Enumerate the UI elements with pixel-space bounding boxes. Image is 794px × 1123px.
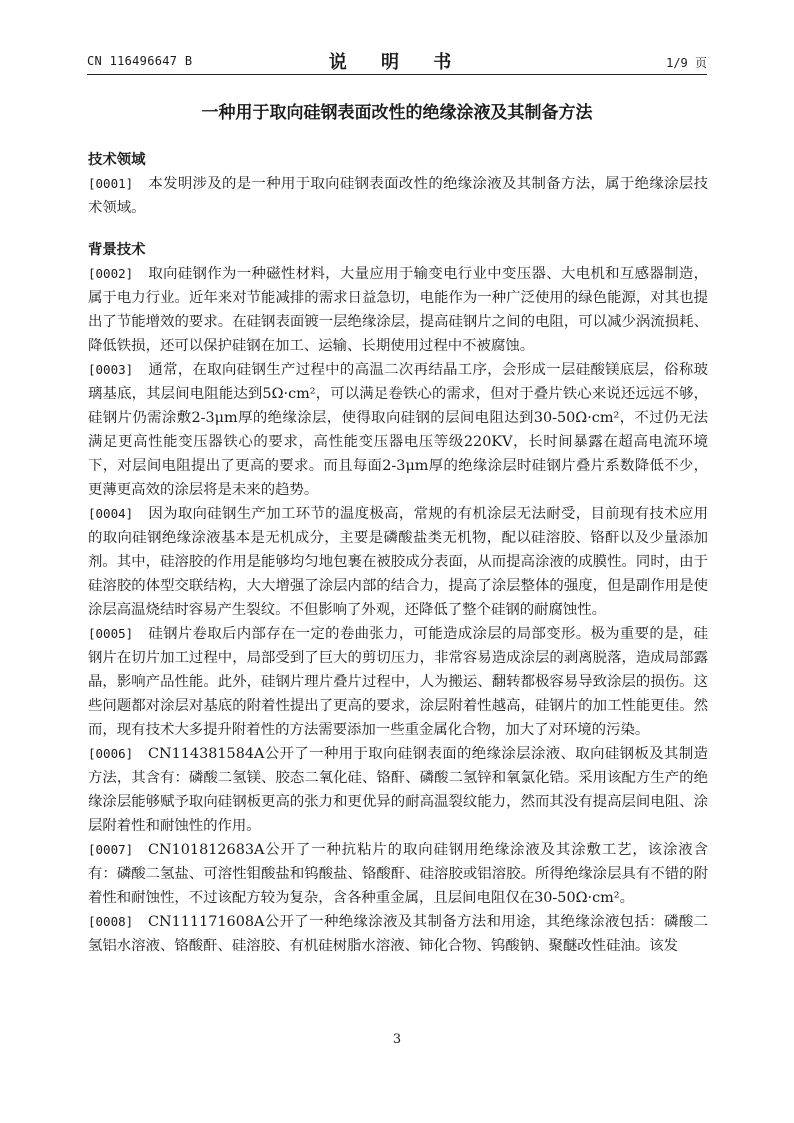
paragraph-number: [0005] — [88, 626, 134, 641]
patent-number: CN 116496647 B — [87, 54, 193, 68]
paragraph-text: 通常，在取向硅钢生产过程中的高温二次再结晶工序，会形成一层硅酸镁底层，俗称玻璃基底，其层间电阻能达到5Ω·cm²，可以满足卷铁心的需求，但对于叠片铁心来说还远远不够，硅钢片仍需涂敷2-3μm厚的绝缘涂层，使得取向硅钢的层间电阻达到30-50Ω·cm²，不过仍无法满足更高性能变压器铁心的要求，高性能变压器电压等级220KV，长时间暴露在超高电流环境下，对层间电阻提出了更高的要求。而且每面2-3μm厚的绝缘涂层时硅钢片叠片系数降低不少，更薄更高效的涂层将是未来的趋势。 — [88, 362, 708, 498]
section-heading-technical-field: 技术领域 — [88, 152, 146, 168]
paragraph-number: [0001] — [88, 176, 134, 191]
page-header — [87, 46, 707, 72]
paragraph — [88, 838, 708, 910]
paragraph-number: [0002] — [88, 266, 134, 281]
page-number: 3 — [392, 1032, 402, 1047]
paragraph-number: [0003] — [88, 362, 134, 377]
paragraph — [88, 358, 708, 502]
header-rule — [87, 74, 707, 75]
page-indicator: 1/9 页 — [666, 56, 707, 70]
paragraph-text: CN114381584A公开了一种用于取向硅钢表面的绝缘涂层涂液、取向硅钢板及其制造方法，其含有：磷酸二氢镁、胶态二氧化硅、铬酐、磷酸二氢锌和氧氯化锆。采用该配方生产的绝缘涂层能够赋予取向硅钢板更高的张力和更优异的耐高温裂纹能力，然而其没有提高层间电阻、涂层附着性和耐蚀性的作用。 — [88, 746, 708, 834]
document-body — [88, 148, 708, 958]
paragraph — [88, 172, 708, 220]
paragraph-text: CN101812683A公开了一种抗粘片的取向硅钢用绝缘涂液及其涂敷工艺，该涂液含有：磷酸二氢盐、可溶性钼酸盐和钨酸盐、铬酸酐、硅溶胶或铝溶胶。所得绝缘涂层具有不错的附着性和耐蚀性，不过该配方较为复杂，含各种重金属，且层间电阻仅在30-50Ω·cm²。 — [88, 842, 708, 906]
paragraph — [88, 502, 708, 622]
paragraph-number: [0006] — [88, 746, 134, 761]
paragraph-number: [0004] — [88, 506, 134, 521]
paragraph-text: 取向硅钢作为一种磁性材料，大量应用于输变电行业中变压器、大电机和互感器制造，属于电力行业。近年来对节能减排的需求日益急切，电能作为一种广泛使用的绿色能源，对其也提出了节能增效的要求。在硅钢表面镀一层绝缘涂层，提高硅钢片之间的电阻，可以减少涡流损耗、降低铁损，还可以保护硅钢在加工、运输、长期使用过程中不被腐蚀。 — [88, 266, 708, 354]
paragraph — [88, 910, 708, 958]
paragraph-number: [0007] — [88, 842, 134, 857]
document-type: 说 明 书 — [328, 52, 466, 73]
paragraph — [88, 622, 708, 742]
paragraph-number: [0008] — [88, 914, 134, 929]
paragraph — [88, 742, 708, 838]
paragraph — [88, 262, 708, 358]
paragraph-text: 因为取向硅钢生产加工环节的温度极高，常规的有机涂层无法耐受，目前现有技术应用的取向硅钢绝缘涂液基本是无机成分，主要是磷酸盐类无机物，配以硅溶胶、铬酐以及少量添加剂。其中，硅溶胶的作用是能够均匀地包裹在被胶成分表面，从而提高涂液的成膜性。同时，由于硅溶胶的体型交联结构，大大增强了涂层内部的结合力，提高了涂层整体的强度，但是副作用是使涂层高温烧结时容易产生裂纹。不但影响了外观，还降低了整个硅钢的耐腐蚀性。 — [88, 506, 708, 618]
document-title: 一种用于取向硅钢表面改性的绝缘涂液及其制备方法 — [201, 103, 593, 123]
section-heading-background: 背景技术 — [88, 242, 146, 258]
paragraph-text: 本发明涉及的是一种用于取向硅钢表面改性的绝缘涂液及其制备方法，属于绝缘涂层技术领域。 — [88, 176, 708, 216]
paragraph-text: 硅钢片卷取后内部存在一定的卷曲张力，可能造成涂层的局部变形。极为重要的是，硅钢片在切片加工过程中，局部受到了巨大的剪切压力，非常容易造成涂层的剥离脱落，造成局部露晶，影响产品性能。此外，硅钢片理片叠片过程中，人为搬运、翻转都极容易导致涂层的损伤。这些问题都对涂层对基底的附着性提出了更高的要求，涂层附着性越高，硅钢片的加工性能更佳。然而，现有技术大多提升附着性的方法需要添加一些重金属化合物，加大了对环境的污染。 — [88, 626, 708, 738]
paragraph-text: CN111171608A公开了一种绝缘涂液及其制备方法和用途，其绝缘涂液包括：磷酸二氢铝水溶液、铬酸酐、硅溶胶、有机硅树脂水溶液、铈化合物、钨酸钠、聚醚改性硅油。该发 — [88, 914, 708, 954]
